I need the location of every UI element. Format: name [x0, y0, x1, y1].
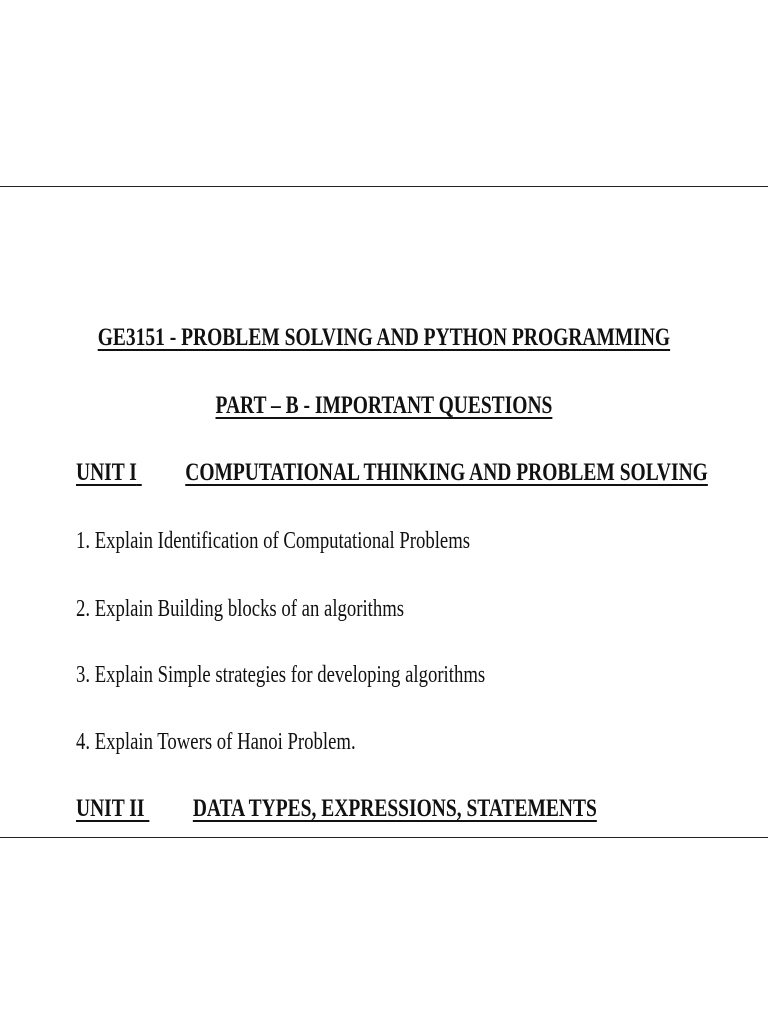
unit-1-label: UNIT I	[76, 459, 137, 486]
unit-2-heading	[76, 795, 597, 823]
title-row	[0, 324, 768, 352]
subtitle-row	[0, 392, 768, 420]
question-1: 1. Explain Identification of Computational Problems	[76, 528, 471, 554]
question-4: 4. Explain Towers of Hanoi Problem.	[76, 729, 356, 755]
unit-1-gap	[137, 459, 185, 487]
unit-2-name: DATA TYPES, EXPRESSIONS, STATEMENTS	[192, 795, 597, 822]
question-2: 2. Explain Building blocks of an algorithms	[76, 596, 405, 622]
unit-2-gap	[144, 795, 192, 823]
unit-1-heading	[76, 459, 708, 487]
document-subtitle: PART – B - IMPORTANT QUESTIONS	[215, 392, 553, 419]
document-title: GE3151 - PROBLEM SOLVING AND PYTHON PROGRAMMING	[97, 324, 671, 351]
question-3: 3. Explain Simple strategies for developing algorithms	[76, 662, 486, 688]
unit-1-name: COMPUTATIONAL THINKING AND PROBLEM SOLVING	[185, 459, 708, 486]
unit-2-label: UNIT II	[76, 795, 145, 822]
